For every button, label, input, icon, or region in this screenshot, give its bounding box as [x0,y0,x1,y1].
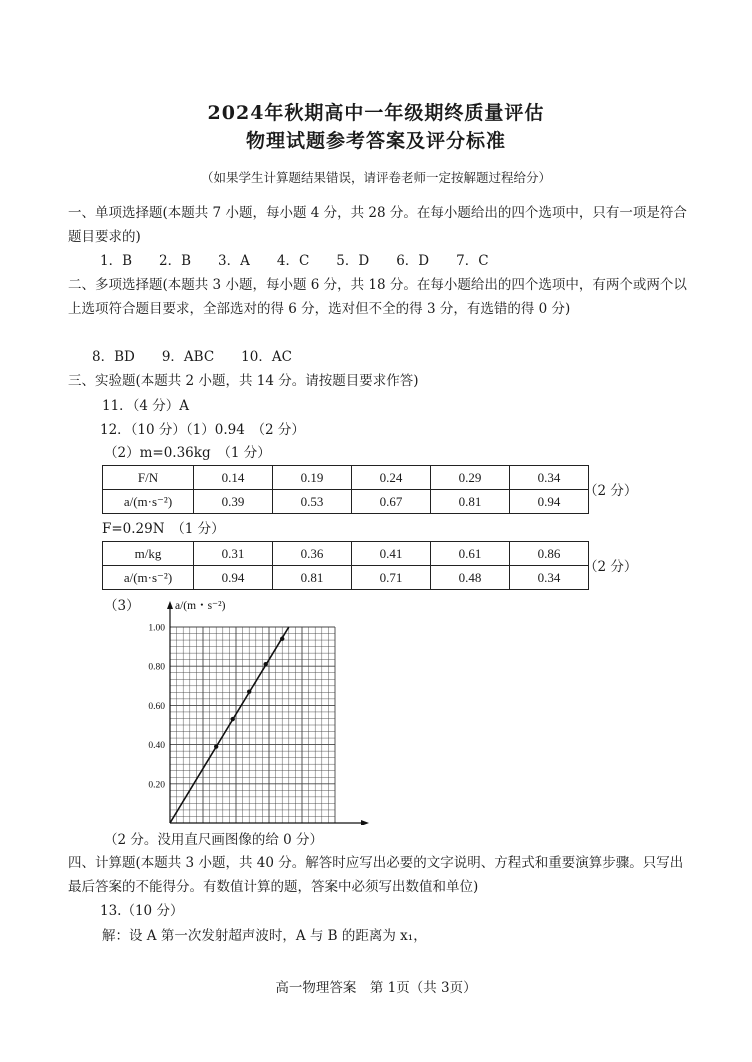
q13-heading: 13.（10 分） [100,903,184,919]
q13-solution: 解：设 A 第一次发射超声波时，A 与 B 的距离为 x₁， [102,928,427,944]
grading-note: （如果学生计算题结果错误，请评卷老师一定按解题过程给分） [200,170,551,185]
table-cell: 0.67 [352,490,431,514]
q12-part2: （2）m=0.36kg （1 分） [104,445,271,461]
y-tick-label: 0.40 [148,741,165,752]
table-cell: 0.41 [352,542,431,566]
section1-heading: 一、单项选择题(本题共 7 小题，每小题 4 分，共 28 分。在每小题给出的四个选项中，只有一项是符合题目要求的) [68,205,687,245]
page-title-line1: 2024年秋期高中一年级期终质量评估 [207,102,545,124]
chart-note: （2 分。没用直尺画图像的给 0 分） [104,832,324,848]
table-cell: 0.36 [273,542,352,566]
section2-answers: 8．BD 9．ABC 10．AC [92,349,292,365]
table-row [103,542,589,566]
section3-heading: 三、实验题(本题共 2 小题，共 14 分。请按题目要求作答) [68,373,419,389]
table-cell: 0.29 [431,466,510,490]
table-cell: 0.53 [273,490,352,514]
section4-heading: 四、计算题(本题共 3 小题，共 40 分。解答时应写出必要的文字说明、方程式和重要演算步骤。只写出最后答案的不能得分。有数值计算的题，答案中必须写出数值和单位) [68,855,684,895]
page-footer: 高一物理答案 第 1页（共 3页） [275,980,477,996]
table-row [103,566,589,590]
table-header: a/(m·s⁻²) [103,566,194,590]
table-cell: 0.71 [352,566,431,590]
x-axis-arrow [361,820,369,825]
y-tick-label: 0.20 [148,780,165,791]
table-header: m/kg [103,542,194,566]
data-point [231,717,235,721]
data-table-2 [102,541,589,590]
q11-answer: 11．（4 分）A [102,398,190,414]
q12-part3: （3） [104,598,140,614]
section1-answers: 1．B 2．B 3．A 4．C 5．D 6．D 7．C [100,253,489,269]
data-point [214,744,218,748]
y-axis-arrow [167,601,173,609]
table-cell: 0.61 [431,542,510,566]
data-point [264,662,268,666]
data-table-1 [102,465,589,514]
table-row [103,466,589,490]
table-cell: 0.48 [431,566,510,590]
section2-heading: 二、多项选择题(本题共 3 小题，每小题 6 分，共 18 分。在每小题给出的四个选项中，有两个或两个以上选项符合题目要求，全部选对的得 6 分，选对但不全的得 3 分，有选错的得 0 分) [68,277,687,317]
table-cell: 0.34 [510,566,589,590]
table-cell: 0.81 [431,490,510,514]
y-tick-label: 1.00 [148,623,165,634]
table-row [103,490,589,514]
table-cell: 0.19 [273,466,352,490]
table-cell: 0.14 [194,466,273,490]
table-cell: 0.81 [273,566,352,590]
y-axis-label: a/(m・s⁻²) [175,600,226,612]
table1-score: （2 分） [584,483,638,499]
data-point [247,689,251,693]
table-cell: 0.39 [194,490,273,514]
data-point [280,637,284,641]
table-cell: 0.94 [510,490,589,514]
q12-answer: 12．（10 分）（1）0.94 （2 分） [100,422,305,438]
table-cell: 0.94 [194,566,273,590]
table2-score: （2 分） [584,559,638,575]
table-header: F/N [103,466,194,490]
table-cell: 0.34 [510,466,589,490]
table-cell: 0.86 [510,542,589,566]
table-cell: 0.24 [352,466,431,490]
page-title-line2: 物理试题参考答案及评分标准 [245,130,506,152]
f-value-line: F=0.29N （1 分） [102,521,225,537]
acceleration-force-chart [100,595,390,825]
table-header: a/(m·s⁻²) [103,490,194,514]
table-cell: 0.31 [194,542,273,566]
y-tick-label: 0.60 [148,701,165,712]
y-tick-label: 0.80 [148,662,165,673]
